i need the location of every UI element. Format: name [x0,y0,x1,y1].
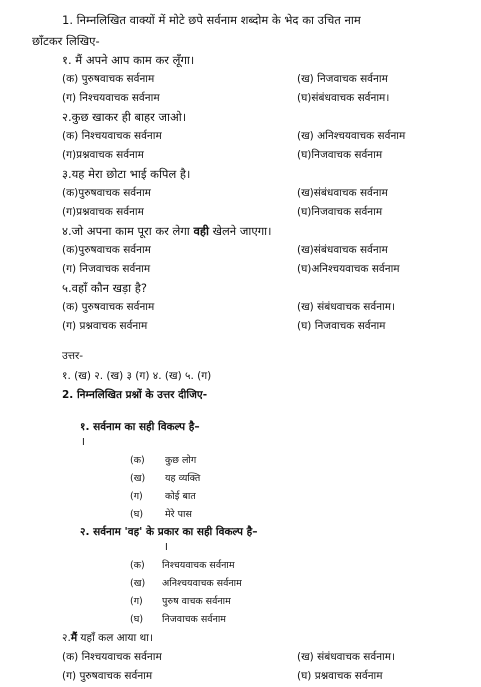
s2-option-label: (घ) [130,614,144,625]
s2-question-2-prompt: २. सर्वनाम 'वह' के प्रकार का सही विकल्प है– [80,526,258,538]
s2-option-text: अनिश्चयवाचक सर्वनाम [162,578,242,589]
option: (ग)प्रश्नवाचक सर्वनाम [62,206,144,218]
option: (ख) अनिश्चयवाचक सर्वनाम [297,130,406,142]
answers-line: १. (ख) २. (ख) ३ (ग) ४. (ख) ५. (ग) [62,370,212,382]
instruction-line-2: छाँटकर लिखिए- [32,34,100,48]
option: (घ)संबंधवाचक सर्वनाम। [297,92,390,104]
s2-option-text: मेरे पास [165,509,192,520]
s2-option-label: (ग) [130,491,143,502]
s2-option-text: कोई बात [165,491,196,502]
option: (घ)निजवाचक सर्वनाम [297,149,383,161]
answers-heading: उत्तर- [62,350,84,362]
option: (घ)निजवाचक सर्वनाम [297,206,383,218]
s2-option-text: निश्चयवाचक सर्वनाम [162,560,235,571]
option: (घ)अनिश्चयवाचक सर्वनाम [297,263,400,275]
s2-option-label: (ख) [130,473,146,484]
s2-question-1-prompt: १. सर्वनाम का सही विकल्प है– [80,421,200,433]
s2-option-label: (घ) [130,509,144,520]
s2-option-label: (ख) [130,578,146,589]
s2-option-text: कुछ लोग [165,455,197,466]
option: (ग) निजवाचक सर्वनाम [62,263,151,275]
s2-question-2-marker: I [165,542,168,553]
s2-question-3-prompt: २.मैं यहाँ कल आया था। [62,632,153,644]
option: (क) निश्चयवाचक सर्वनाम [62,130,162,142]
option: (क)पुरुषवाचक सर्वनाम [62,187,151,199]
option: (घ) निजवाचक सर्वनाम [297,320,386,332]
option: (ख)संबंधवाचक सर्वनाम [297,187,388,199]
s2-option-text: यह व्यक्ति [165,473,201,484]
section-2-heading: 2. निम्नलिखित प्रश्नों के उत्तर दीजिए- [62,389,208,401]
option: (क) पुरुषवाचक सर्वनाम [62,301,155,313]
option: (ख) संबंधवाचक सर्वनाम। [297,301,396,313]
s2-option-text: पुरुष वाचक सर्वनाम [162,596,231,607]
option: (घ) प्रश्नवाचक सर्वनाम [297,670,383,682]
option: (ख) निजवाचक सर्वनाम [297,73,388,85]
s2-option-label: (ग) [130,596,143,607]
option: (ख) संबंधवाचक सर्वनाम। [297,651,396,663]
question-1-prompt: १. मैं अपने आप काम कर लूँगा। [62,53,195,67]
option: (ग) प्रश्नवाचक सर्वनाम [62,320,148,332]
option: (ख)संबंधवाचक सर्वनाम [297,244,388,256]
question-2-prompt: २.कुछ खाकर ही बाहर जाओ। [62,110,187,124]
option: (ग) निश्चयवाचक सर्वनाम [62,92,160,104]
option: (क) निश्चयवाचक सर्वनाम [62,651,162,663]
s2-option-text: निजवाचक सर्वनाम [162,614,226,625]
question-5-prompt: ५.वहाँ कौन खड़ा है? [62,281,148,295]
question-3-prompt: ३.यह मेरा छोटा भाई कपिल है। [62,167,191,181]
s2-option-label: (क) [130,560,145,571]
option: (क)पुरुषवाचक सर्वनाम [62,244,151,256]
s2-option-label: (क) [130,455,145,466]
s2-question-1-marker: I [82,437,85,448]
option: (ग) पुरुषवाचक सर्वनाम [62,670,153,682]
bold-pronoun: वही [193,224,209,238]
question-4-prompt: ४.जो अपना काम पूरा कर लेगा वही खेलने जाएगा। [62,224,272,238]
bold-pronoun: मैं [70,632,78,644]
instruction-line-1: 1. निम्नलिखित वाक्यों में मोटे छपे सर्वनाम शब्दोम के भेद का उचित नाम [62,13,361,27]
option: (ग)प्रश्नवाचक सर्वनाम [62,149,144,161]
option: (क) पुरुषवाचक सर्वनाम [62,73,155,85]
